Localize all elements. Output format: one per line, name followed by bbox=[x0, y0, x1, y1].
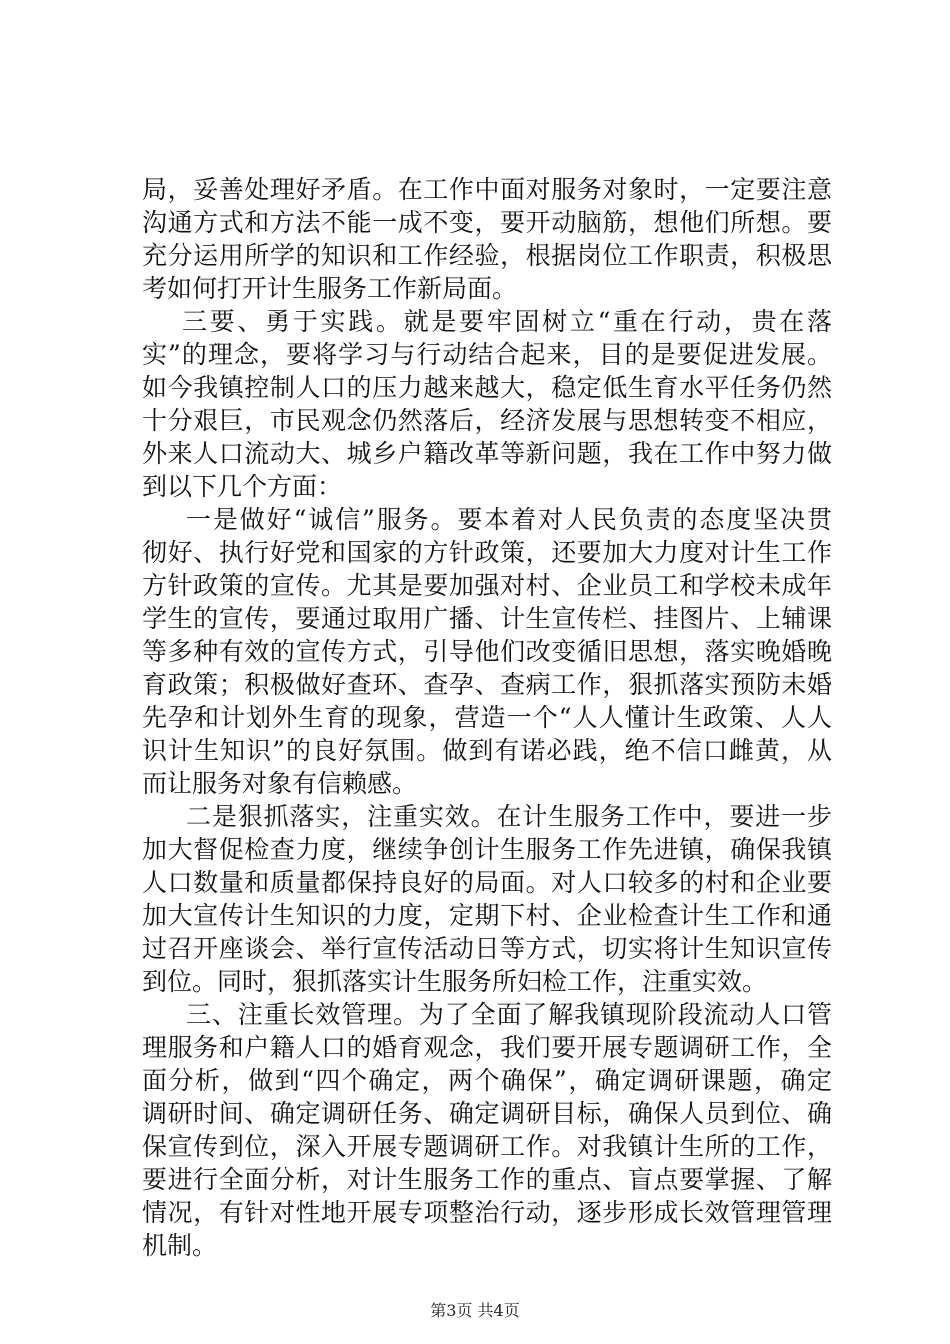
text-line: 机制。 bbox=[142, 1231, 218, 1260]
text-line: 学生的宣传，要通过取用广播、计生宣传栏、挂图片、上辅课 bbox=[142, 604, 832, 633]
paragraph-start-line: 三要、勇于实践。就是要牢固树立“重在行动，贵在落 bbox=[182, 307, 832, 336]
text-line: 实”的理念，要将学习与行动结合起来，目的是要促进发展。 bbox=[142, 340, 832, 369]
text-line: 局，妥善处理好矛盾。在工作中面对服务对象时，一定要注意 bbox=[142, 175, 832, 204]
paragraph-start-line: 三、注重长效管理。为了全面了解我镇现阶段流动人口管 bbox=[186, 1000, 832, 1029]
text-line: 面分析，做到“四个确定，两个确保”，确定调研课题，确定 bbox=[142, 1066, 832, 1095]
text-line: 过召开座谈会、举行宣传活动日等方式，切实将计生知识宣传 bbox=[142, 934, 832, 963]
text-line: 情况，有针对性地开展专项整治行动，逐步形成长效管理管理 bbox=[142, 1198, 832, 1227]
paragraph-start-line: 一是做好“诚信”服务。要本着对人民负责的态度坚决贯 bbox=[186, 505, 832, 534]
text-line: 彻好、执行好党和国家的方针政策，还要加大力度对计生工作 bbox=[142, 538, 832, 567]
page-footer bbox=[0, 1300, 950, 1322]
text-line: 先孕和计划外生育的现象，营造一个“人人懂计生政策、人人 bbox=[142, 703, 832, 732]
text-line: 沟通方式和方法不能一成不变，要开动脑筋，想他们所想。要 bbox=[142, 208, 832, 237]
page-number: 第3页 共4页 bbox=[430, 1301, 520, 1320]
text-line: 理服务和户籍人口的婚育观念，我们要开展专题调研工作，全 bbox=[142, 1033, 832, 1062]
text-line: 如今我镇控制人口的压力越来越大，稳定低生育水平任务仍然 bbox=[142, 373, 832, 402]
text-line: 要进行全面分析，对计生服务工作的重点、盲点要掌握、了解 bbox=[142, 1165, 832, 1194]
text-line: 而让服务对象有信赖感。 bbox=[142, 769, 418, 798]
text-line: 充分运用所学的知识和工作经验，根据岗位工作职责，积极思 bbox=[142, 241, 832, 270]
text-line: 方针政策的宣传。尤其是要加强对村、企业员工和学校未成年 bbox=[142, 571, 832, 600]
text-line: 加大督促检查力度，继续争创计生服务工作先进镇，确保我镇 bbox=[142, 835, 832, 864]
text-line: 等多种有效的宣传方式，引导他们改变循旧思想，落实晚婚晚 bbox=[142, 637, 832, 666]
text-line: 加大宣传计生知识的力度，定期下村、企业检查计生工作和通 bbox=[142, 901, 832, 930]
document-body bbox=[142, 173, 832, 1262]
text-line: 调研时间、确定调研任务、确定调研目标，确保人员到位、确 bbox=[142, 1099, 832, 1128]
text-line: 考如何打开计生服务工作新局面。 bbox=[142, 274, 518, 303]
text-line: 人口数量和质量都保持良好的局面。对人口较多的村和企业要 bbox=[142, 868, 832, 897]
text-line: 识计生知识”的良好氛围。做到有诺必践，绝不信口雌黄，从 bbox=[142, 736, 832, 765]
paragraph-start-line: 二是狠抓落实，注重实效。在计生服务工作中，要进一步 bbox=[186, 802, 832, 831]
text-line: 到以下几个方面： bbox=[142, 472, 343, 501]
text-line: 十分艰巨，市民观念仍然落后，经济发展与思想转变不相应， bbox=[142, 406, 832, 435]
text-line: 育政策；积极做好查环、查孕、查病工作，狠抓落实预防未婚 bbox=[142, 670, 832, 699]
text-line: 到位。同时，狠抓落实计生服务所妇检工作，注重实效。 bbox=[142, 967, 768, 996]
text-line: 外来人口流动大、城乡户籍改革等新问题，我在工作中努力做 bbox=[142, 439, 832, 468]
text-line: 保宣传到位，深入开展专题调研工作。对我镇计生所的工作， bbox=[142, 1132, 832, 1161]
